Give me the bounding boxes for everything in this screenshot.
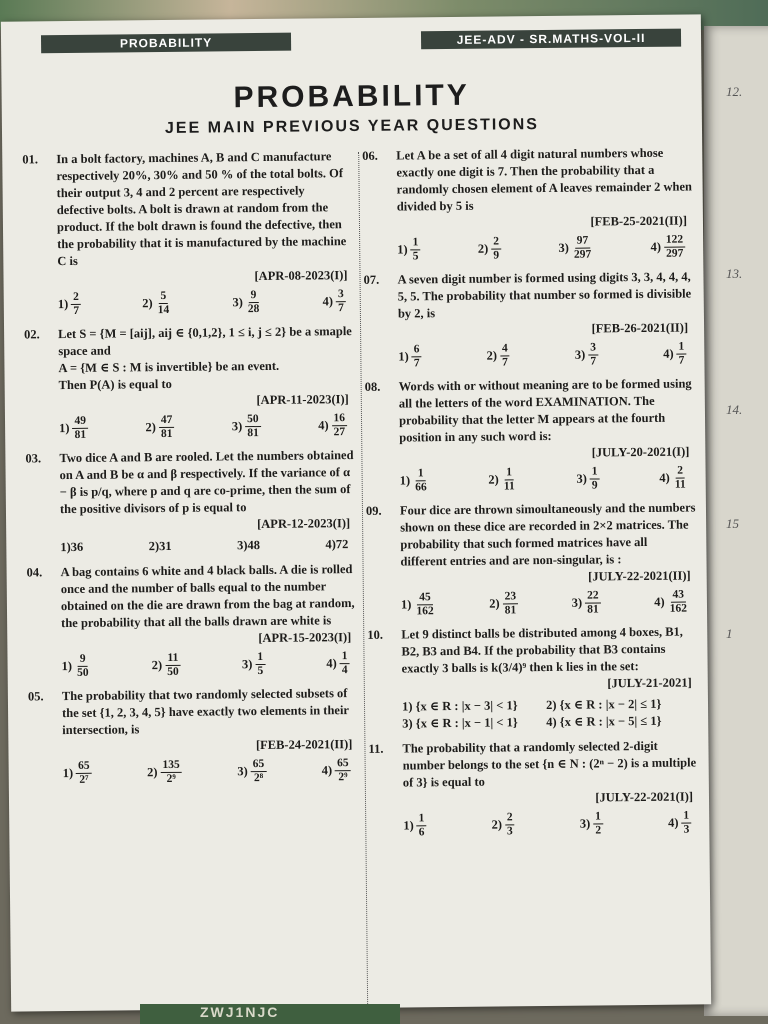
option-fraction <box>165 652 181 679</box>
option <box>326 650 349 677</box>
fraction-denominator: 81 <box>504 604 517 617</box>
question-number: 03. <box>25 451 42 466</box>
fraction-numerator: 2 <box>505 811 515 825</box>
fraction-denominator: 297 <box>665 247 684 260</box>
question-source: [FEB-24-2021(II)] <box>255 737 353 753</box>
fraction-numerator: 65 <box>251 758 267 772</box>
fraction-denominator: 27 <box>333 426 346 439</box>
option-label: 2) <box>486 348 498 363</box>
options-row <box>399 460 695 496</box>
question-number: 11. <box>368 741 384 756</box>
option <box>488 466 517 493</box>
option <box>486 342 509 369</box>
options-row <box>398 336 694 372</box>
option-fraction <box>160 759 182 786</box>
option-fraction <box>588 341 598 368</box>
option-label: 4) <box>322 294 334 309</box>
fraction-denominator: 81 <box>587 603 599 616</box>
question-text: Two dice A and B are rooled. Let the numbers obtained on A and B be α and β respectively. If the variance of α − β is p/q, where p and q are co-prime, then the sum of the positive divisors of p is equal to <box>59 448 354 517</box>
option-fraction <box>593 810 603 837</box>
option <box>580 810 603 837</box>
section-header-left: PROBABILITY <box>41 33 291 54</box>
fraction-numerator: 1 <box>504 466 514 480</box>
option-fraction <box>412 343 422 370</box>
options-row <box>58 284 354 320</box>
option-label: 4) <box>654 594 665 609</box>
fraction-numerator: 4 <box>500 342 510 356</box>
fraction-denominator: 3 <box>506 825 513 838</box>
question-source: [JULY-21-2021] <box>607 675 692 691</box>
option <box>558 235 593 262</box>
fraction-denominator: 5 <box>257 664 264 678</box>
option <box>576 465 599 492</box>
fraction-numerator: 65 <box>335 757 351 771</box>
option-label: 3) <box>571 595 583 610</box>
option-label: 1) <box>403 818 414 833</box>
option-label: 3) <box>574 347 586 362</box>
option-fraction <box>156 290 172 317</box>
option <box>572 589 601 616</box>
fraction-numerator: 9 <box>249 289 259 303</box>
fraction-numerator: 47 <box>159 414 175 428</box>
option-label: 3) <box>579 816 591 831</box>
option <box>58 291 81 318</box>
option-label: 3) <box>576 471 587 486</box>
question-number: 09. <box>365 503 382 518</box>
fraction-numerator: 9 <box>78 653 88 667</box>
question-source: [JULY-22-2021(I)] <box>595 789 694 805</box>
option-label: 3) <box>558 240 569 255</box>
question-number: 05. <box>27 689 44 704</box>
fraction-denominator: 7 <box>413 357 420 370</box>
fraction-numerator: 1 <box>417 812 427 826</box>
fraction-numerator: 1 <box>411 236 421 250</box>
fraction-numerator: 16 <box>331 412 347 426</box>
option-label: 2) <box>488 472 499 487</box>
option-fraction <box>664 234 686 261</box>
option-fraction <box>668 589 690 616</box>
question-text: Four dice are thrown simoultaneously and the numbers shown on these dice are recorded in 2×2 matrices. The probability that such formed matrices have all different entries and are non-singular, is : <box>399 500 696 569</box>
fraction-numerator: 97 <box>575 235 591 249</box>
question-source: [APR-15-2023(I)] <box>258 630 352 646</box>
fraction-numerator: 49 <box>72 415 88 429</box>
fraction-numerator: 11 <box>165 652 180 666</box>
options-row <box>59 408 355 444</box>
options-row <box>402 691 698 734</box>
option <box>232 289 261 316</box>
question-item <box>22 148 354 320</box>
right-column <box>362 144 699 847</box>
option <box>489 590 518 617</box>
question-text: Let 9 distinct balls be distributed among 4 boxes, B1, B2, B3 and B4. If the probability that B3 contains exactly 3 balls is k(3/4)⁹ then k lies in the set: <box>401 624 683 676</box>
option-fraction <box>673 465 688 492</box>
question-item <box>368 737 699 841</box>
question-text: A seven digit number is formed using digits 3, 3, 4, 4, 4, 5, 5. The probability that number so formed is divisible by 2, is <box>397 269 692 321</box>
option-fraction <box>71 291 81 318</box>
options-row <box>63 753 359 789</box>
fraction-numerator: 1 <box>590 465 600 479</box>
option-label: 4) <box>659 470 670 485</box>
option <box>237 758 266 785</box>
fraction-denominator: 3 <box>683 823 690 836</box>
question-number: 02. <box>24 327 40 342</box>
fraction-denominator: 2⁹ <box>338 771 348 784</box>
question-item <box>27 561 358 682</box>
option <box>318 412 347 439</box>
option <box>401 591 436 618</box>
option-label: 3) <box>231 419 243 434</box>
option-fraction <box>336 288 346 315</box>
option <box>491 811 514 838</box>
option <box>242 651 265 678</box>
fraction-numerator: 3 <box>588 341 598 355</box>
question-source: [JULY-20-2021(I)] <box>591 444 690 460</box>
option-label: 1) <box>398 349 409 364</box>
fraction-numerator: 1 <box>676 341 686 355</box>
question-item <box>28 685 359 789</box>
question-number: 08. <box>364 379 381 394</box>
option-label: 1) <box>61 658 73 674</box>
option: 4) {x ∈ R : |x − 5| ≤ 1} <box>546 713 662 730</box>
option-label: 2) <box>145 420 156 435</box>
option <box>232 413 261 440</box>
book-page <box>1 14 711 1011</box>
question-source: [APR-12-2023(I)] <box>257 516 351 532</box>
fraction-denominator: 6 <box>418 826 425 839</box>
option-fraction <box>159 414 175 441</box>
option-label: 1) <box>400 597 412 612</box>
adjacent-page-number: 12. <box>726 84 743 99</box>
fraction-numerator: 6 <box>412 343 422 357</box>
option <box>322 288 345 315</box>
option-label: 4) <box>667 815 679 830</box>
question-item <box>362 144 693 265</box>
option-label: 1) <box>397 242 408 257</box>
option-fraction <box>72 415 88 442</box>
question-source: [FEB-26-2021(II)] <box>591 320 689 336</box>
question-number: 04. <box>26 565 43 580</box>
fraction-numerator: 2 <box>491 235 501 249</box>
option <box>147 759 182 786</box>
option <box>400 467 429 494</box>
fraction-numerator: 1 <box>255 651 265 665</box>
option-fraction <box>411 236 421 263</box>
option <box>397 236 420 263</box>
option <box>478 235 501 262</box>
fraction-denominator: 2⁸ <box>253 771 264 785</box>
fraction-denominator: 7 <box>338 302 344 315</box>
option-label: 2) <box>489 596 500 611</box>
option-fraction <box>251 758 267 785</box>
option-label: 4) <box>321 763 333 778</box>
option-fraction <box>585 589 601 616</box>
fraction-numerator: 135 <box>160 759 181 773</box>
option: 4)72 <box>325 537 349 552</box>
option-fraction <box>75 653 91 680</box>
fraction-numerator: 2 <box>675 465 685 479</box>
bottom-cover-strip: ZWJ1NJC <box>140 1004 400 1024</box>
option-label: 2) <box>147 765 158 780</box>
option-fraction <box>590 465 600 492</box>
option-fraction <box>491 235 501 262</box>
option: 3) {x ∈ R : |x − 1| < 1} <box>402 715 518 731</box>
adjacent-page-number: 15 <box>726 516 739 531</box>
fraction-denominator: 2⁷ <box>79 773 89 786</box>
option-label: 3) <box>237 764 248 779</box>
fraction-denominator: 11 <box>674 478 686 491</box>
option <box>61 653 90 680</box>
fraction-denominator: 81 <box>74 428 87 441</box>
options-row <box>403 805 699 841</box>
option-fraction <box>505 811 515 838</box>
option-fraction <box>331 412 347 439</box>
option <box>145 414 174 441</box>
option: 3)48 <box>236 538 261 553</box>
option: 2) {x ∈ R : |x − 2| ≤ 1} <box>545 696 662 713</box>
option-label: 4) <box>318 418 329 433</box>
option: 1) {x ∈ R : |x − 3| < 1} <box>401 698 518 714</box>
question-item <box>366 499 697 620</box>
question-text: Words with or without meaning are to be formed using all the letters of the word EXAMINATION. The probability that the letter M appears at the fourth position in any such word is: <box>398 376 692 445</box>
fraction-numerator: 65 <box>76 760 92 774</box>
fraction-denominator: 5 <box>412 250 419 263</box>
option-fraction <box>335 757 351 784</box>
option <box>650 234 685 261</box>
fraction-numerator: 1 <box>593 810 603 824</box>
question-source: [APR-08-2023(I)] <box>254 268 348 284</box>
fraction-numerator: 5 <box>158 290 168 304</box>
option <box>663 341 686 368</box>
question-item <box>25 447 356 558</box>
question-source: [APR-11-2023(I)] <box>256 392 349 408</box>
option <box>654 589 689 616</box>
option-label: 2) <box>151 658 163 673</box>
question-item <box>367 623 698 734</box>
option <box>322 757 351 784</box>
option <box>575 341 598 368</box>
question-item <box>363 268 694 372</box>
fraction-denominator: 162 <box>416 605 434 618</box>
option <box>142 290 171 317</box>
fraction-denominator: 28 <box>247 303 260 316</box>
option <box>59 415 88 442</box>
fraction-denominator: 2 <box>595 824 602 837</box>
fraction-denominator: 9 <box>591 479 598 492</box>
option-fraction <box>413 467 429 494</box>
option-label: 3) <box>232 295 243 310</box>
option-label: 1) <box>59 420 70 436</box>
question-text: A bag contains 6 white and 4 black balls. A die is rolled once and the number of balls equal to the number obtained on the die are drawn from the bag at random, the probability that all the balls drawn are white is <box>60 562 355 631</box>
option-label: 2) <box>142 296 153 311</box>
adjacent-page-number: 1 <box>726 626 733 641</box>
question-item <box>24 323 355 444</box>
page-title: PROBABILITY <box>233 78 470 115</box>
option <box>152 652 181 679</box>
option-fraction <box>340 650 350 677</box>
option-fraction <box>245 413 261 440</box>
fraction-denominator: 81 <box>247 427 259 440</box>
question-text: The probability that a randomly selected 2-digit number belongs to the set {n ∈ N : (2ⁿ − 2) is a multiple of 3} is equal to <box>402 738 697 790</box>
option: 1)36 <box>60 539 84 555</box>
option-fraction <box>502 466 517 493</box>
fraction-numerator: 3 <box>336 288 346 302</box>
fraction-numerator: 122 <box>664 234 685 248</box>
section-header-right: JEE-ADV - SR.MATHS-VOL-II <box>421 29 681 50</box>
question-source: [JULY-22-2021(II)] <box>588 568 691 584</box>
question-text: In a bolt factory, machines A, B and C manufacture respectively 20%, 30% and 50 % of the total bolts. Of their output 3, 4 and 2 percent are respectively defective bolts. A bolt is drawn at random from the product. If the bolt drawn is found the defective, then the probability that it is manufactured by the machine C is <box>56 149 347 269</box>
question-text: The probability that two randomly selected subsets of the set {1, 2, 3, 4, 5} have exactly two elements in their intersection, is <box>61 686 349 738</box>
option <box>659 465 688 492</box>
fraction-numerator: 1 <box>416 467 426 481</box>
fraction-denominator: 11 <box>503 480 515 493</box>
option-fraction <box>503 590 519 617</box>
fraction-numerator: 50 <box>245 413 261 427</box>
option-fraction <box>676 341 686 368</box>
page-subtitle: JEE MAIN PREVIOUS YEAR QUESTIONS <box>164 116 540 137</box>
question-source: [FEB-25-2021(II)] <box>590 213 688 229</box>
question-number: 06. <box>362 148 378 163</box>
option <box>63 760 92 787</box>
fraction-numerator: 45 <box>417 591 433 605</box>
option <box>668 810 691 837</box>
question-number: 01. <box>22 152 38 167</box>
fraction-denominator: 50 <box>77 666 89 679</box>
fraction-denominator: 7 <box>73 304 80 317</box>
fraction-denominator: 7 <box>590 355 597 368</box>
option-label: 3) <box>241 657 253 672</box>
option <box>403 812 426 839</box>
option-fraction <box>246 289 262 316</box>
option-label: 4) <box>663 346 674 361</box>
fraction-denominator: 50 <box>167 665 179 678</box>
option-label: 1) <box>57 297 69 312</box>
question-number: 07. <box>363 272 380 287</box>
fraction-denominator: 7 <box>678 354 685 367</box>
option-fraction <box>414 591 436 618</box>
fraction-denominator: 297 <box>573 248 592 261</box>
fraction-denominator: 81 <box>160 427 173 441</box>
adjacent-page-number: 14. <box>726 402 743 417</box>
fraction-denominator: 14 <box>157 303 170 317</box>
options-row <box>397 229 693 265</box>
option <box>398 343 421 370</box>
left-column <box>22 148 359 795</box>
option-label: 4) <box>326 656 337 671</box>
fraction-denominator: 66 <box>415 481 427 494</box>
option-fraction <box>500 342 510 369</box>
fraction-denominator: 4 <box>341 664 348 677</box>
fraction-numerator: 23 <box>503 590 519 604</box>
options-row <box>61 646 357 682</box>
fraction-denominator: 7 <box>502 356 508 369</box>
question-number: 10. <box>367 627 383 642</box>
option-label: 1) <box>399 473 411 488</box>
options-row <box>60 532 356 558</box>
fraction-numerator: 2 <box>71 291 81 305</box>
option: 2)31 <box>148 538 172 554</box>
fraction-denominator: 2⁹ <box>166 772 176 785</box>
option-fraction <box>76 760 92 787</box>
fraction-denominator: 162 <box>669 602 688 615</box>
question-text: Let A be a set of all 4 digit natural numbers whose exactly one digit is 7. Then the probability that a randomly chosen element of A leaves remainder 2 when divided by 5 is <box>396 145 693 214</box>
option-label: 1) <box>62 765 74 781</box>
fraction-numerator: 22 <box>585 589 601 603</box>
option-label: 4) <box>650 239 662 254</box>
adjacent-page-number: 13. <box>726 266 743 281</box>
option-fraction <box>572 235 594 262</box>
question-text: Let S = {M = [aij], aij ∈ {0,1,2}, 1 ≤ i, j ≤ 2} be a smaple space and A = {M ∈ S : M is invertible} be an event. Then P(A) is equal to <box>58 324 352 393</box>
question-item <box>365 375 696 496</box>
adjacent-page <box>704 26 768 1016</box>
fraction-numerator: 1 <box>681 810 691 824</box>
option-fraction <box>255 651 265 678</box>
fraction-denominator: 9 <box>493 249 500 262</box>
option-label: 2) <box>477 241 489 256</box>
option-fraction <box>681 810 691 837</box>
option-label: 2) <box>491 817 503 832</box>
fraction-numerator: 1 <box>340 650 350 664</box>
fraction-numerator: 43 <box>670 589 686 603</box>
options-row <box>401 584 697 620</box>
option-fraction <box>417 812 427 839</box>
